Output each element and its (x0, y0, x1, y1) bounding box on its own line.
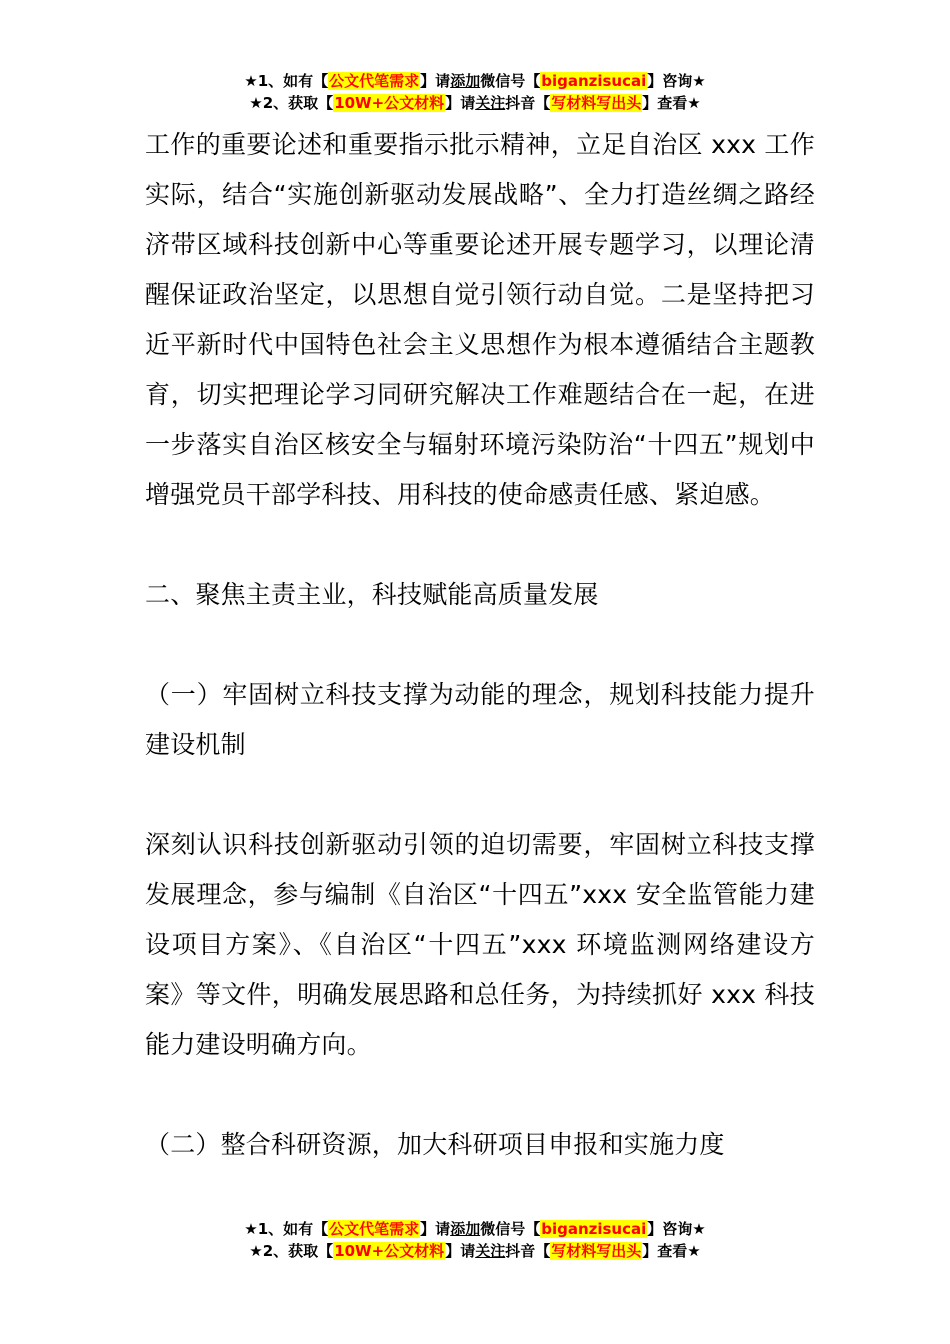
banner-wechat-id: biganzisucai (541, 1220, 647, 1238)
footer-banner (0, 1218, 950, 1262)
header-banner (0, 70, 950, 114)
banner-highlight: 10W+公文材料 (334, 1242, 445, 1260)
banner-text: 】请 (445, 94, 476, 112)
banner-highlight: 10W+公文材料 (334, 94, 445, 112)
banner-text: ★2、获取【 (249, 94, 334, 112)
banner-wechat-id: biganzisucai (541, 72, 647, 90)
subsection-heading-2: （二）整合科研资源，加大科研项目申报和实施力度 (145, 1130, 725, 1159)
banner-highlight: 公文代笔需求 (329, 72, 420, 90)
banner-line-2 (0, 92, 950, 114)
banner-text: 】请 (420, 1220, 451, 1238)
paragraph-1: 工作的重要论述和重要指示批示精神，立足自治区 xxx 工作实际，结合“实施创新驱动发展战略”、全力打造丝绸之路经济带区域科技创新中心等重要论述开展专题学习，以理论清醒保证政治坚定，以思想自觉引领行动自觉。二是坚持把习近平新时代中国特色社会主义思想作为根本遵循结合主题教育，切实把理论学习同研究解决工作难题结合在一起，在进一步落实自治区核安全与辐射环境污染防治“十四五”规划中增强党员干部学科技、用科技的使命感责任感、紧迫感。 (145, 130, 815, 509)
banner-line-1 (0, 1218, 950, 1240)
banner-underline: 添加 (450, 72, 481, 90)
document-body (145, 120, 815, 1170)
banner-underline: 关注 (475, 94, 506, 112)
banner-text: 抖音【 (505, 1242, 551, 1260)
banner-underline: 关注 (475, 1242, 506, 1260)
banner-text: 】请 (420, 72, 451, 90)
banner-text: ★2、获取【 (249, 1242, 334, 1260)
banner-text: 】咨询★ (647, 72, 706, 90)
banner-text: 抖音【 (505, 94, 551, 112)
banner-line-2 (0, 1240, 950, 1262)
banner-text: 】咨询★ (647, 1220, 706, 1238)
banner-highlight: 公文代笔需求 (329, 1220, 420, 1238)
subsection-heading-1: （一）牢固树立科技支撑为动能的理念，规划科技能力提升建设机制 (145, 680, 815, 759)
banner-text: 】请 (445, 1242, 476, 1260)
section-heading-2: 二、聚焦主责主业，科技赋能高质量发展 (145, 580, 599, 609)
banner-douyin-id: 写材料写出头 (551, 1242, 642, 1260)
banner-text: ★1、如有【 (244, 1220, 329, 1238)
banner-text: 】查看★ (642, 1242, 701, 1260)
banner-text: ★1、如有【 (244, 72, 329, 90)
banner-text: 微信号【 (480, 72, 541, 90)
paragraph-2: 深刻认识科技创新驱动引领的迫切需要，牢固树立科技支撑发展理念，参与编制《自治区“十四五”xxx 安全监管能力建设项目方案》、《自治区“十四五”xxx 环境监测网络建设方案》等文件，明确发展思路和总任务，为持续抓好 xxx 科技能力建设明确方向。 (145, 830, 815, 1059)
banner-underline: 添加 (450, 1220, 481, 1238)
banner-line-1 (0, 70, 950, 92)
banner-douyin-id: 写材料写出头 (551, 94, 642, 112)
banner-text: 】查看★ (642, 94, 701, 112)
banner-text: 微信号【 (480, 1220, 541, 1238)
